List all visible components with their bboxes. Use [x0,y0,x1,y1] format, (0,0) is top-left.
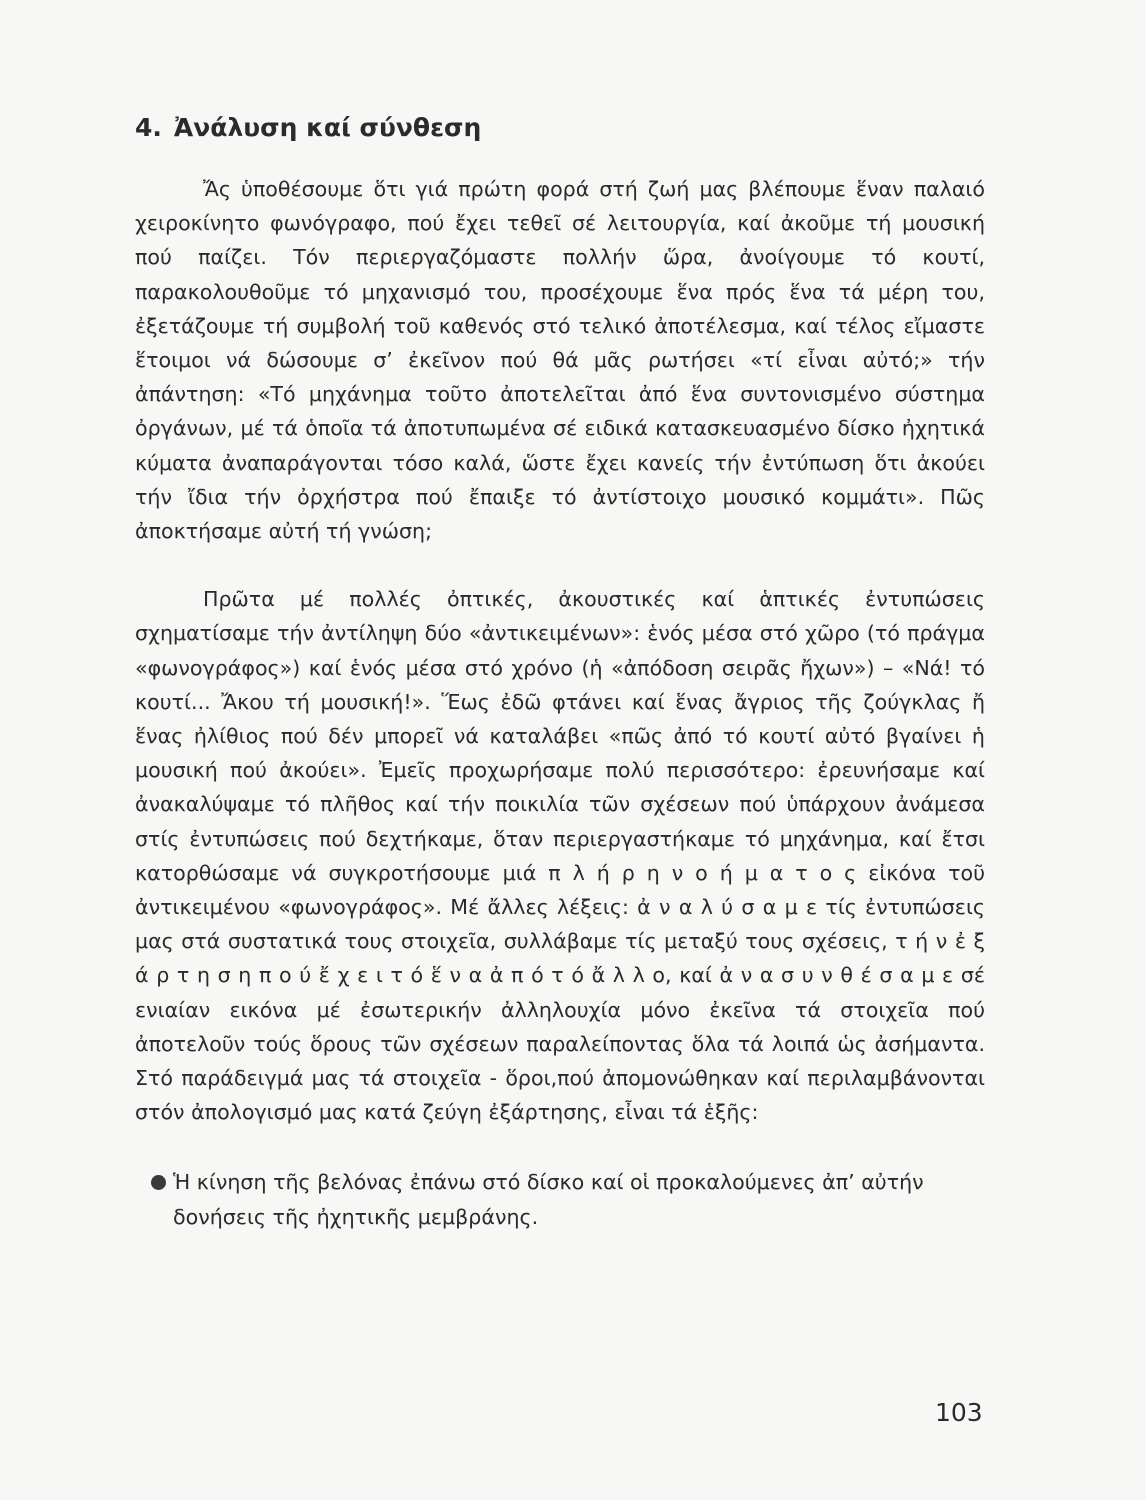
section-heading [135,108,985,148]
section-number: 4. [135,113,162,142]
page-content [135,108,985,1234]
bullet-dot-icon [151,1175,166,1190]
page-number: 103 [935,1398,983,1427]
bullet-text: Ἡ κίνηση τῆς βελόνας ἐπάνω στό δίσκο καί οἱ προκαλούμενες ἀπ’ αὐτήν δονήσεις τῆς ἠχητικῆς μεμβράνης. [173,1170,924,1229]
section-title: Ἀνάλυση καί σύνθεση [173,113,482,142]
paragraph-2: Πρῶτα μέ πολλές ὀπτικές, ἀκουστικές καί ἁπτικές ἐντυπώσεις σχηματίσαμε τήν ἀντίληψη δύο «ἀντικειμένων»: ἑνός μέσα στό χῶρο (τό πράγμα «φωνογράφος») καί ἑνός μέσα στό χρόνο (ἡ «ἀπόδοση σειρᾶς ἤχων») – «Νά! τό κουτί... Ἄκου τή μουσική!». Ἕως ἐδῶ φτάνει καί ἕνας ἄγριος τῆς ζούγκλας ἤ ἕνας ἠλίθιος πού δέν μπορεῖ νά καταλάβει «πῶς ἀπό τό κουτί αὐτό βγαίνει ἡ μουσική πού ἀκούει». Ἐμεῖς προχωρήσαμε πολύ περισσότερο: ἐρευνήσαμε καί ἀνακαλύψαμε τό πλῆθος καί τήν ποικιλία τῶν σχέσεων πού ὑπάρχουν ἀνάμεσα στίς ἐντυπώσεις πού δεχτήκαμε, ὅταν περιεργαστήκαμε τό μηχάνημα, καί ἔτσι κατορθώσαμε νά συγκροτήσουμε μιά π λ ή ρ η ν ο ή μ α τ ο ς εἰκόνα τοῦ ἀντικειμένου «φωνογράφος». Μέ ἄλλες λέξεις: ἀ ν α λ ύ σ α μ ε τίς ἐντυπώσεις μας στά συστατικά τους στοιχεῖα, συλλάβαμε τίς μεταξύ τους σχέσεις, τ ή ν ἐ ξ ά ρ τ η σ η π ο ύ ἔ χ ε ι τ ό ἕ ν α ἀ π ό τ ό ἄ λ λ ο, καί ἀ ν α σ υ ν θ έ σ α μ ε σέ ενιαίαν εικόνα μέ ἐσωτερικήν ἀλληλουχία μόνο ἐκεῖνα τά στοιχεῖα πού ἀποτελοῦν τούς ὅρους τῶν σχέσεων παραλείποντας ὅλα τά λοιπά ὡς ἀσήμαντα. Στό παράδειγμά μας τά στοιχεῖα - ὅροι,πού ἀπομονώθηκαν καί περιλαμβάνονται στόν ἀπολογισμό μας κατά ζεύγη ἐξάρτησης, εἶναι τά ἑξῆς: [135,587,985,1125]
paragraph-1: Ἄς ὑποθέσουμε ὅτι γιά πρώτη φορά στή ζωή μας βλέπουμε ἕναν παλαιό χειροκίνητο φωνόγραφο, πού ἔχει τεθεῖ σέ λειτουργία, καί ἀκοῦμε τή μουσική πού παίζει. Τόν περιεργαζόμαστε πολλήν ὥρα, ἀνοίγουμε τό κουτί, παρακολουθοῦμε τό μηχανισμό του, προσέχουμε ἕνα πρός ἕνα τά μέρη του, ἐξετάζουμε τή συμβολή τοῦ καθενός στό τελικό ἀποτέλεσμα, καί τέλος εἴμαστε ἕτοιμοι νά δώσουμε σ’ ἐκεῖνον πού θά μᾶς ρωτήσει «τί εἶναι αὐτό;» τήν ἀπάντηση: «Τό μηχάνημα τοῦτο ἀποτελεῖται ἀπό ἕνα συντονισμένο σύστημα ὀργάνων, μέ τά ὁποῖα τά ἀποτυπωμένα σέ ειδικά κατασκευασμένο δίσκο ἠχητικά κύματα ἀναπαράγονται τόσο καλά, ὥστε ἔχει κανείς τήν ἐντύπωση ὅτι ἀκούει τήν ἴδια τήν ὀρχήστρα πού ἔπαιξε τό ἀντίστοιχο μουσικό κομμάτι». Πῶς ἀποκτήσαμε αὐτή τή γνώση; [135,177,985,544]
bullet-item [135,1165,985,1233]
